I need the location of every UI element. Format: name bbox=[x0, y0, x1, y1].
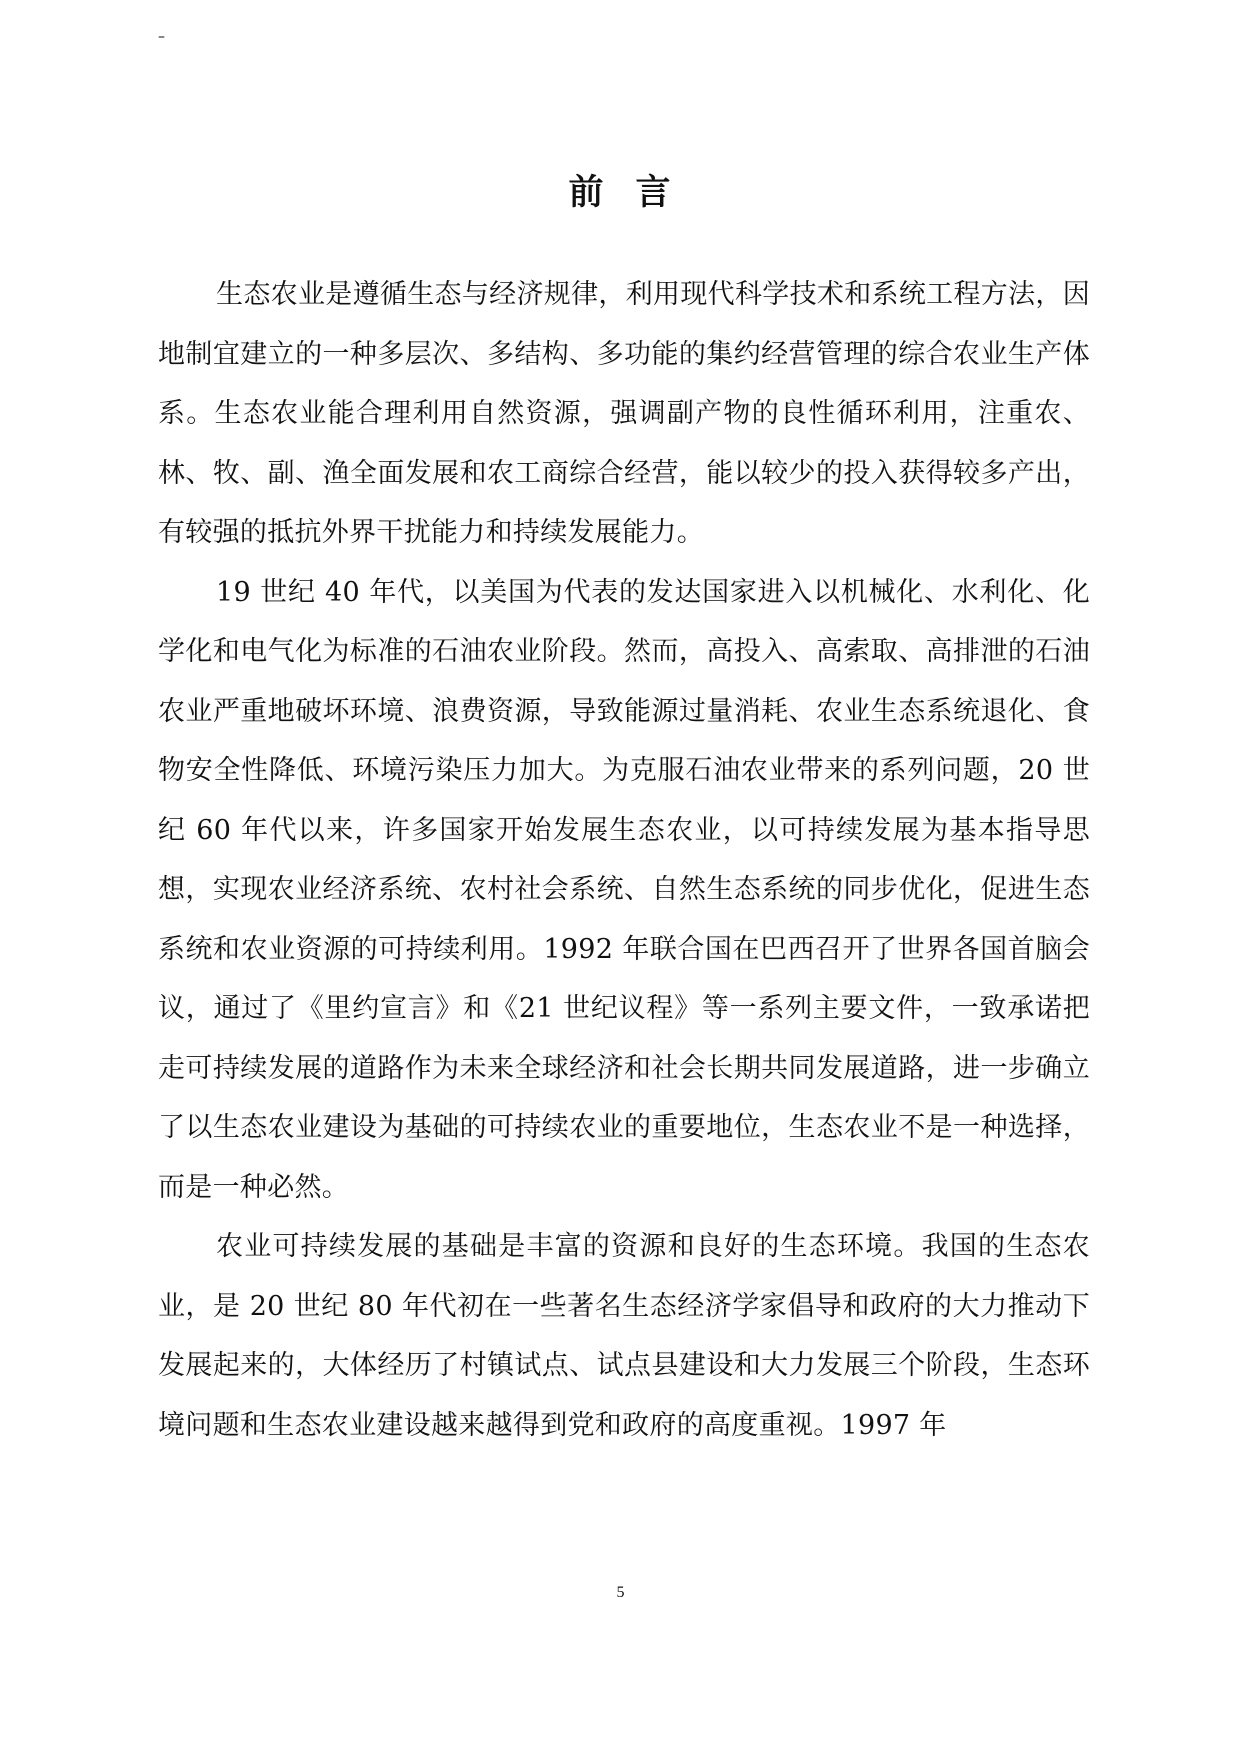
paragraph-1: 生态农业是遵循生态与经济规律，利用现代科学技术和系统工程方法，因地制宜建立的一种多层次、多结构、多功能的集约经营管理的综合农业生产体系。生态农业能合理利用自然资源，强调副产物的良性循环利用，注重农、林、牧、副、渔全面发展和农工商综合经营，能以较少的投入获得较多产出，有较强的抵抗外界干扰能力和持续发展能力。 bbox=[158, 279, 1090, 548]
document-body bbox=[158, 265, 1090, 1455]
page-number: 5 bbox=[616, 1584, 625, 1601]
header-mark: – bbox=[158, 29, 165, 45]
title-char-1: 前 bbox=[568, 173, 606, 213]
paragraph-2: 19 世纪 40 年代，以美国为代表的发达国家进入以机械化、水利化、化学化和电气化为标准的石油农业阶段。然而，高投入、高索取、高排泄的石油农业严重地破坏环境、浪费资源，导致能源过量消耗、农业生态系统退化、食物安全性降低、环境污染压力加大。为克服石油农业带来的系列问题，20 世纪 60 年代以来，许多国家开始发展生态农业，以可持续发展为基本指导思想，实现农业经济系统、农村社会系统、自然生态系统的同步优化，促进生态系统和农业资源的可持续利用。1992 年联合国在巴西召开了世界各国首脑会议，通过了《里约宣言》和《21 世纪议程》等一系列主要文件，一致承诺把走可持续发展的道路作为未来全球经济和社会长期共同发展道路，进一步确立了以生态农业建设为基础的可持续农业的重要地位，生态农业不是一种选择，而是一种必然。 bbox=[158, 576, 1090, 1203]
title-char-2: 言 bbox=[635, 173, 673, 213]
page-title bbox=[0, 168, 1241, 218]
paragraph-3: 农业可持续发展的基础是丰富的资源和良好的生态环境。我国的生态农业，是 20 世纪 80 年代初在一些著名生态经济学家倡导和政府的大力推动下发展起来的，大体经历了村镇试点、试点县建设和大力发展三个阶段，生态环境问题和生态农业建设越来越得到党和政府的高度重视。1997 年 bbox=[158, 1231, 1090, 1441]
